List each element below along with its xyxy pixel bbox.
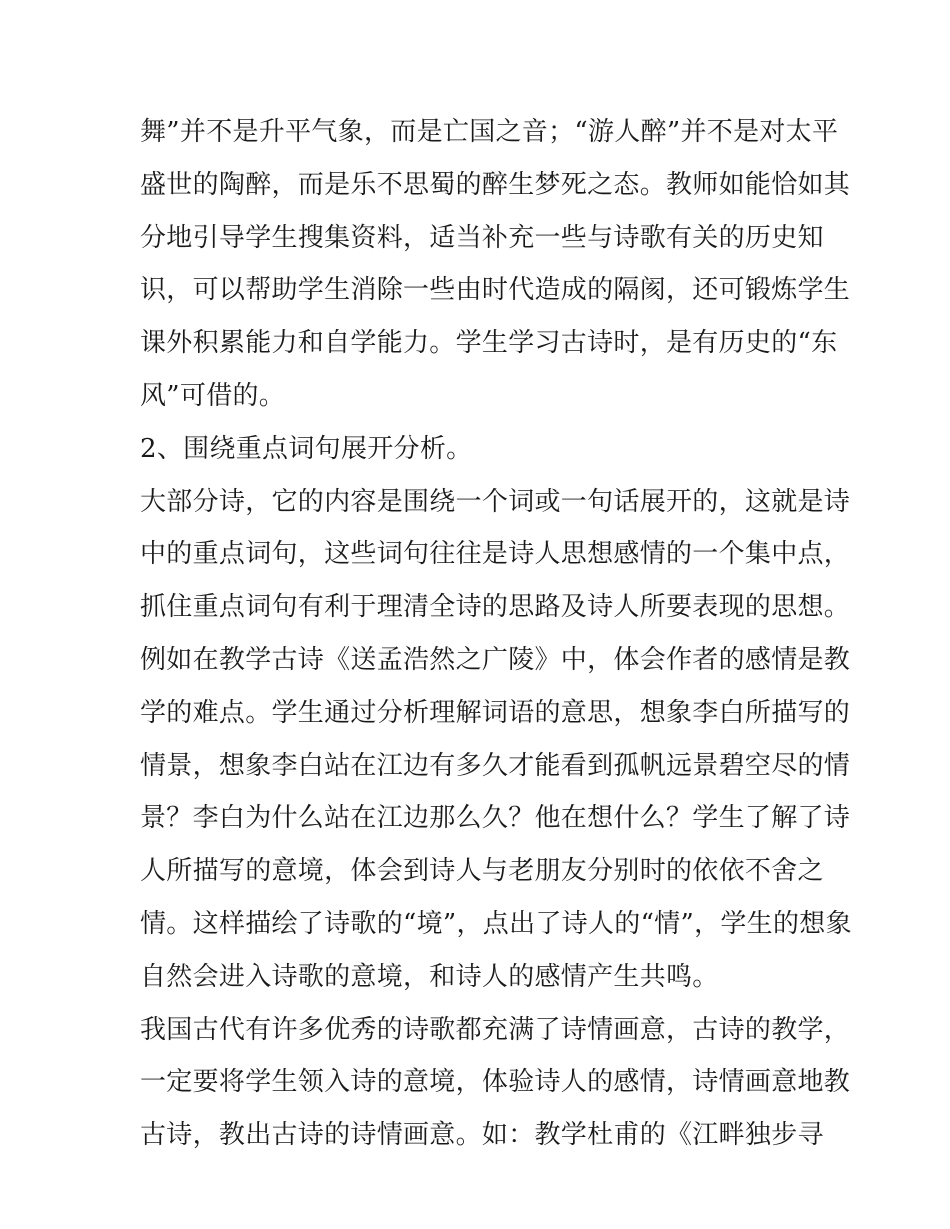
body-text (140, 106, 852, 1162)
text-line: 大部分诗，它的内容是围绕一个词或一句话展开的，这就是诗 (140, 486, 851, 517)
text-line: 自然会进入诗歌的意境，和诗人的感情产生共鸣。 (140, 961, 719, 992)
text-line: 课外积累能力和自学能力。学生学习古诗时，是有历史的“东 (140, 328, 838, 359)
section-heading: 2、围绕重点词句展开分析。 (140, 433, 473, 464)
text-line: 人所描写的意境，体会到诗人与老朋友分别时的依依不舍之 (140, 856, 824, 887)
text-line: 识，可以帮助学生消除一些由时代造成的隔阂，还可锻炼学生 (140, 275, 851, 306)
text-line: 舞”并不是升平气象，而是亡国之音；“游人醉”并不是对太平 (140, 117, 839, 147)
text-line: 分地引导学生搜集资料，适当补充一些与诗歌有关的历史知 (140, 222, 824, 253)
text-line: 情景，想象李白站在江边有多久才能看到孤帆远景碧空尽的情 (140, 750, 851, 781)
text-line: 例如在教学古诗《送孟浩然之广陵》中，体会作者的感情是教 (140, 644, 851, 675)
text-line: 抓住重点词句有利于理清全诗的思路及诗人所要表现的思想。 (140, 592, 851, 623)
text-line: 盛世的陶醉，而是乐不思蜀的醉生梦死之态。教师如能恰如其 (140, 169, 851, 200)
text-line: 情。这样描绘了诗歌的“境”，点出了诗人的“情”，学生的想象 (140, 908, 852, 939)
text-line: 一定要将学生领入诗的意境，体验诗人的感情，诗情画意地教 (140, 1067, 851, 1098)
text-line: 中的重点词句，这些词句往往是诗人思想感情的一个集中点， (140, 539, 851, 570)
text-line: 我国古代有许多优秀的诗歌都充满了诗情画意，古诗的教学， (140, 1014, 851, 1045)
text-line: 学的难点。学生通过分析理解词语的意思，想象李白所描写的 (140, 697, 851, 728)
text-line: 古诗，教出古诗的诗情画意。如：教学杜甫的《江畔独步寻 (140, 1120, 824, 1151)
text-line: 景？李白为什么站在江边那么久？他在想什么？学生了解了诗 (140, 803, 851, 834)
text-line: 风”可借的。 (140, 380, 286, 411)
